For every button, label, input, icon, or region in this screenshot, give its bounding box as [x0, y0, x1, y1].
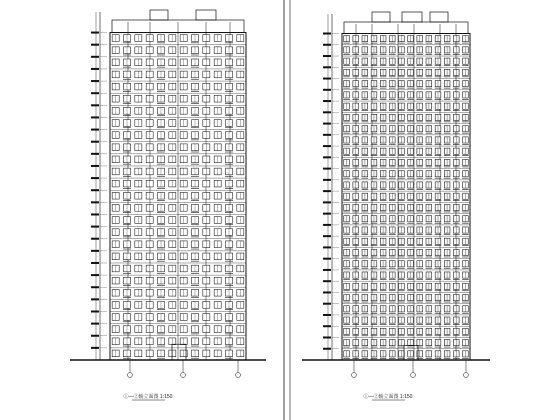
level-mark — [91, 177, 99, 179]
level-mark — [91, 213, 99, 215]
level-mark — [91, 323, 99, 325]
right-elevation-title: ①—②轴立面图 1:150 — [363, 394, 413, 400]
level-mark — [91, 141, 99, 143]
left-elevation-title: ①—②轴立面图 1:150 — [123, 394, 173, 400]
level-mark — [323, 89, 331, 91]
level-mark — [323, 145, 331, 147]
level-mark — [91, 274, 99, 276]
level-mark — [323, 66, 331, 68]
level-mark — [323, 303, 331, 305]
level-mark — [323, 258, 331, 260]
level-mark — [323, 55, 331, 57]
level-mark — [323, 291, 331, 293]
level-mark — [323, 111, 331, 113]
level-mark — [91, 226, 99, 228]
level-mark — [91, 189, 99, 191]
level-mark — [323, 78, 331, 80]
level-mark — [323, 100, 331, 102]
level-mark — [91, 116, 99, 118]
level-mark — [91, 165, 99, 167]
level-mark — [91, 201, 99, 203]
level-mark — [91, 68, 99, 70]
level-mark — [323, 325, 331, 327]
level-mark — [91, 286, 99, 288]
level-mark — [323, 269, 331, 271]
level-mark — [323, 348, 331, 350]
level-mark — [323, 134, 331, 136]
level-mark — [323, 123, 331, 125]
level-mark — [323, 168, 331, 170]
level-mark — [323, 336, 331, 338]
level-mark — [323, 314, 331, 316]
level-mark — [91, 56, 99, 58]
level-mark — [91, 347, 99, 349]
level-mark — [323, 44, 331, 46]
level-mark — [323, 156, 331, 158]
level-mark — [323, 179, 331, 181]
level-mark — [91, 238, 99, 240]
level-mark — [323, 280, 331, 282]
level-mark — [323, 224, 331, 226]
level-mark — [91, 129, 99, 131]
level-mark — [91, 104, 99, 106]
level-mark — [91, 298, 99, 300]
level-mark — [323, 33, 331, 35]
level-mark — [91, 153, 99, 155]
level-mark — [323, 235, 331, 237]
left-building-elevation — [110, 10, 246, 360]
level-mark — [323, 213, 331, 215]
level-mark — [323, 190, 331, 192]
level-mark — [91, 32, 99, 34]
level-mark — [91, 92, 99, 94]
level-mark — [91, 44, 99, 46]
level-mark — [91, 310, 99, 312]
level-mark — [91, 335, 99, 337]
level-mark — [323, 246, 331, 248]
level-mark — [91, 262, 99, 264]
level-mark — [91, 80, 99, 82]
level-mark — [323, 201, 331, 203]
level-mark — [91, 250, 99, 252]
